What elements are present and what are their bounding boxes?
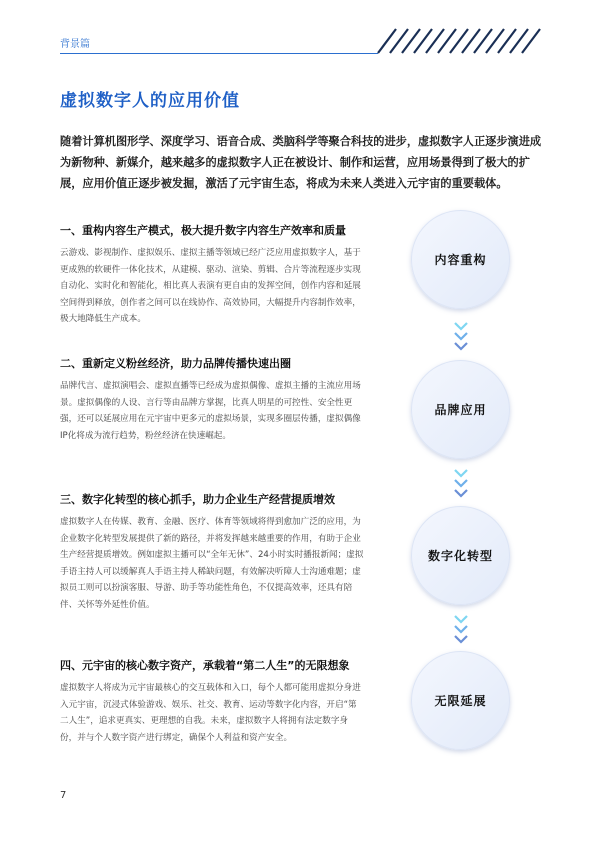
section-heading: 一、重构内容生产模式，极大提升数字内容生产效率和质量	[60, 224, 346, 237]
chevron-down-icon	[451, 613, 471, 647]
circle-brand-application	[411, 360, 510, 459]
circle-digital-transformation	[411, 506, 510, 605]
page-title: 虚拟数字人的应用价值	[60, 91, 240, 111]
section-content-restructure	[60, 222, 365, 328]
header-divider	[60, 53, 378, 54]
circle-infinite-extension	[411, 651, 510, 750]
chevron-down-icon	[451, 467, 471, 501]
circle-content-restructure	[411, 210, 510, 309]
chevron-down-icon	[451, 320, 471, 354]
section-body: 品牌代言、虚拟演唱会、虚拟直播等已经成为虚拟偶像、虚拟主播的主流应用场景。虚拟偶像的人设、言行等由品牌方掌握，比真人明星的可控性、安全性更强，还可以延展应用在元宇宙中更多元的虚拟场景，实现多圈层传播，虚拟偶像IP化将成为流行趋势，粉丝经济在快速崛起。	[60, 381, 361, 441]
section-digital-transformation	[60, 491, 365, 614]
section-body: 虚拟数字人在传媒、教育、金融、医疗、体育等领域将得到愈加广泛的应用，为企业数字化转型发展提供了新的路径，并将发挥越来越重要的作用，有助于企业生产经营提质增效。例如虚拟主播可以“全年无休”、24小时实时播报新闻；虚拟手语主持人可以缓解真人手语主持人稀缺问题，有效解决听障人士沟通难题；虚拟员工则可以扮演客服、导游、助手等功能性角色，不仅提高效率，还具有陪伴、关怀等外延性价值。	[60, 517, 364, 610]
section-metaverse-asset	[60, 657, 365, 746]
section-heading: 三、数字化转型的核心抓手，助力企业生产经营提质增效	[60, 493, 335, 506]
section-fan-economy	[60, 355, 365, 444]
circle-label: 无限延展	[434, 694, 487, 708]
intro-paragraph: 随着计算机图形学、深度学习、语音合成、类脑科学等聚合科技的进步，虚拟数字人正逐步演进成为新物种、新媒介，越来越多的虚拟数字人正在被设计、制作和运营，应用场景得到了极大的扩展，应用价值正逐步被发掘，激活了元宇宙生态，将成为未来人类进入元宇宙的重要载体。	[60, 135, 542, 190]
section-heading: 四、元宇宙的核心数字资产，承载着“第二人生”的无限想象	[60, 659, 350, 672]
page-number: 7	[60, 790, 67, 801]
circle-label: 内容重构	[434, 253, 487, 267]
section-body: 云游戏、影视制作、虚拟娱乐、虚拟主播等领域已经广泛应用虚拟数字人，基于更成熟的软硬件一体化技术，从建模、驱动、渲染、剪辑、合片等流程逐步实现自动化、实时化和智能化，相比真人表演有更自由的发挥空间，创作内容和延展空间得到释放，创作者之间可以在线协作、高效协同，大幅提升内容制作效率，极大地降低生产成本。	[60, 248, 361, 325]
circle-label: 品牌应用	[434, 403, 487, 417]
hatch-decoration	[372, 26, 547, 56]
section-heading: 二、重新定义粉丝经济，助力品牌传播快速出圈	[60, 357, 291, 370]
circle-label: 数字化转型	[427, 549, 493, 563]
section-tag: 背景篇	[60, 39, 90, 50]
section-body: 虚拟数字人将成为元宇宙最核心的交互载体和入口，每个人都可能用虚拟分身进入元宇宙，沉浸式体验游戏、娱乐、社交、教育、运动等数字化内容，开启“第二人生”，追求更真实、更理想的自我。未来，虚拟数字人将拥有法定数字身份，并与个人数字资产进行绑定，确保个人利益和资产安全。	[60, 683, 361, 743]
